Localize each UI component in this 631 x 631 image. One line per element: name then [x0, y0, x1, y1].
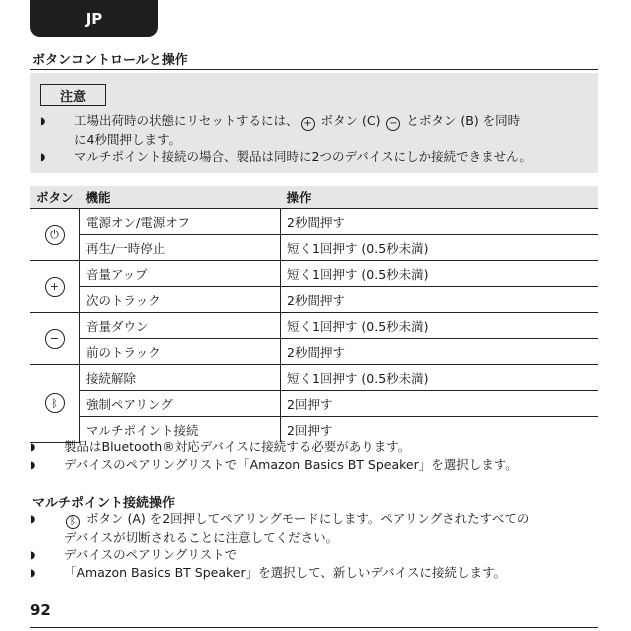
- table-row: 強制ペアリング 2回押す: [30, 391, 598, 417]
- table-row: 前のトラック 2秒間押す: [30, 339, 598, 365]
- page-number: 92: [30, 601, 51, 619]
- table-header-row: [30, 186, 598, 209]
- bullet-icon: ◗: [30, 550, 36, 561]
- header-function: 機能: [80, 186, 281, 209]
- bullet-icon: ◗: [40, 116, 46, 127]
- language-tab: JP: [30, 0, 158, 37]
- plus-button-icon: +: [301, 117, 315, 131]
- multipoint-step-pairing-list: ◗ デバイスのペアリングリストで: [30, 547, 238, 562]
- section-title-multipoint: マルチポイント接続操作: [32, 496, 176, 511]
- section-title-button-controls: ボタンコントロールと操作: [32, 53, 188, 68]
- multipoint-step-select-device: ◗ 「Amazon Basics BT Speaker」を選択して、新しいデバイスに接続します。: [30, 565, 506, 580]
- bullet-icon: ◗: [30, 460, 36, 471]
- header-operation: 操作: [281, 186, 599, 209]
- bullet-icon: ◗: [30, 442, 36, 453]
- section-title-rule: [30, 69, 598, 70]
- table-row: + 音量アップ 短く1回押す (0.5秒未満): [30, 261, 598, 287]
- table-row: ᛒ 接続解除 短く1回押す (0.5秒未満): [30, 365, 598, 391]
- caution-label: 注意: [40, 84, 106, 106]
- button-operations-table: [30, 186, 598, 443]
- bluetooth-icon: ᛒ: [45, 393, 65, 413]
- note-item-select-pairing: ◗ デバイスのペアリングリストで「Amazon Basics BT Speaker」を選択します。: [30, 457, 518, 472]
- bullet-icon: ◗: [30, 568, 36, 579]
- note-item-bluetooth-required: ◗ 製品はBluetooth®対応デバイスに接続する必要があります。: [30, 439, 411, 454]
- bullet-icon: ◗: [40, 152, 46, 163]
- table-row: ⏻ 電源オン/電源オフ 2秒間押す: [30, 209, 598, 235]
- footer-rule: [30, 627, 598, 628]
- bluetooth-button-icon: ᛒ: [66, 515, 80, 529]
- caution-item-reset: ◗ 工場出荷時の状態にリセットするには、 + ボタン (C) − とボタン (B) を同時 に4秒間押します。: [40, 113, 521, 147]
- header-button: ボタン: [30, 186, 80, 209]
- power-icon: ⏻: [45, 225, 65, 245]
- table-row: − 音量ダウン 短く1回押す (0.5秒未満): [30, 313, 598, 339]
- table-row: 再生/一時停止 短く1回押す (0.5秒未満): [30, 235, 598, 261]
- table-row: マルチポイント接続 2回押す: [30, 417, 598, 443]
- caution-item-multipoint: ◗ マルチポイント接続の場合、製品は同時に2つのデバイスにしか接続できません。: [40, 149, 532, 164]
- multipoint-step-pairing-mode: ◗ ᛒ ボタン (A) を2回押してペアリングモードにします。ペアリングされたすべての デバイスが切断されることに注意してください。: [30, 511, 530, 545]
- minus-icon: −: [45, 329, 65, 349]
- plus-icon: +: [45, 277, 65, 297]
- bullet-icon: ◗: [30, 514, 36, 525]
- table-row: 次のトラック 2秒間押す: [30, 287, 598, 313]
- minus-button-icon: −: [386, 117, 400, 131]
